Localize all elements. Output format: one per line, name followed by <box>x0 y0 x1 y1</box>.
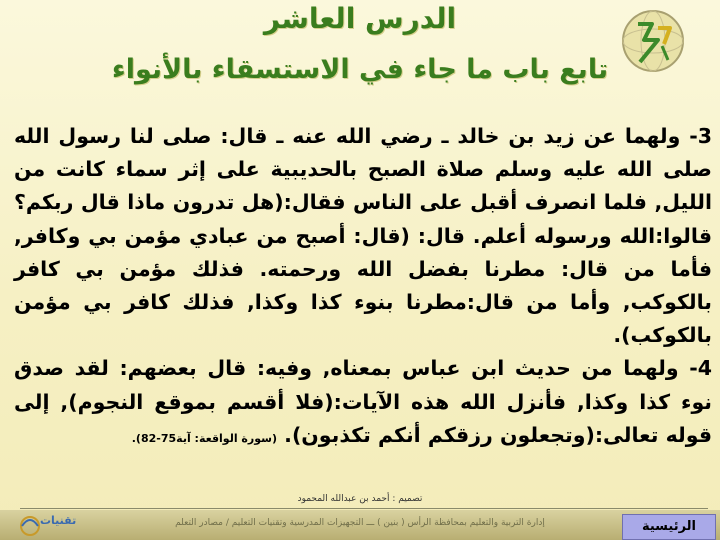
slide-body <box>14 120 712 455</box>
paragraph-number: 4- <box>689 356 712 381</box>
footer-divider <box>20 508 708 509</box>
paragraph-text: ولهما عن زيد بن خالد ـ رضي الله عنه ـ قال: صلى لنا رسول الله صلى الله عليه وسلم صلاة الصبح بالحديبية على إثر سماء كانت من الليل, فلما انصرف أقبل على الناس فقال:(هل تدرون ماذا قال ربكم؟ قالوا:الله ورسوله أعلم. قال: (قال: أصبح من عبادي مؤمن بي وكافر, فأما من قال: مطرنا بفضل الله ورحمته. فذلك مؤمن بي كافر بالكوكب, وأما من قال:مطرنا بنوء كذا وكذا, فذلك كافر بي مؤمن بالكوكب). <box>14 124 712 348</box>
footer-text: إدارة التربية والتعليم بمحافظة الرأس ( بنين ) ـــ التجهيزات المدرسية وتقنيات التعليم / مصادر التعلم <box>175 518 545 528</box>
home-button[interactable]: الرئيسية <box>622 514 716 540</box>
slide-subtitle: تابع باب ما جاء في الاستسقاء بالأنواء <box>111 54 609 85</box>
designer-credit: تصميم : أحمد بن عبدالله المحمود <box>297 494 423 504</box>
paragraph-3 <box>14 120 712 352</box>
paragraph-number: 3- <box>689 124 712 148</box>
paragraph-4 <box>14 352 712 455</box>
globe-emblem-icon <box>618 6 688 76</box>
paragraph-text: ولهما من حديث ابن عباس بمعناه, وفيه: قال بعضهم: لقد صدق نوء كذا وكذا, فأنزل الله هذه الآيات:(فلا أقسم بموقع النجوم), إلى قوله تعالى:(وتجعلون رزقكم أنكم تكذبون). <box>14 356 712 447</box>
slide-title: الدرس العاشر <box>263 2 457 35</box>
quran-reference: (سورة الواقعة: آية75-82). <box>131 431 278 445</box>
footer-logo-text: تقنيات <box>40 514 77 527</box>
